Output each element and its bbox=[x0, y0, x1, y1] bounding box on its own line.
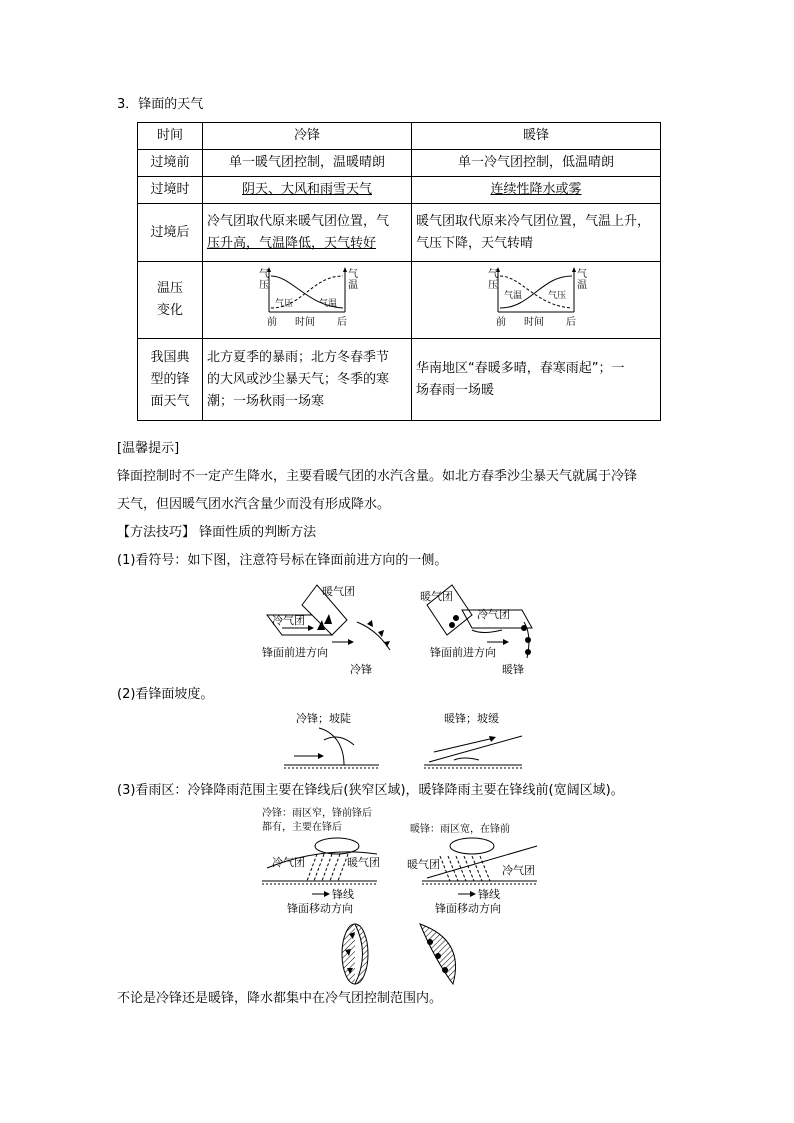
arrow-head bbox=[489, 736, 496, 742]
cell-line: 的大风或沙尘暴天气；冬季的寒 bbox=[207, 371, 390, 387]
cell-warm bbox=[412, 177, 661, 204]
label-cold-air: 冷气团 bbox=[477, 608, 510, 621]
cell-line: 暖气团取代原来冷气团位置，气温上升， bbox=[416, 213, 651, 229]
warm-front-semicircle bbox=[442, 967, 448, 973]
label-warm-air: 暖气团 bbox=[347, 856, 380, 869]
tip-line: 天气，但因暖气团水汽含量少而没有形成降水。 bbox=[117, 497, 391, 512]
warm-front-semicircle bbox=[521, 625, 527, 631]
rain-lines bbox=[307, 854, 348, 881]
step-2-text: (2)看锋面坡度。 bbox=[117, 687, 214, 702]
conclusion-text: 不论是冷锋还是暖锋，降水都集中在冷气团控制范围内。 bbox=[117, 991, 443, 1006]
curve-label-temp: 气温 bbox=[319, 299, 338, 309]
arrow-head bbox=[348, 639, 354, 645]
arrow-head bbox=[503, 639, 509, 645]
cell-line: 场春雨一场暖 bbox=[416, 382, 495, 398]
x-label-after: 后 bbox=[566, 317, 576, 328]
label-cold-slope: 冷锋；坡陡 bbox=[296, 712, 351, 725]
arrow-curve bbox=[454, 758, 479, 760]
table-row bbox=[138, 204, 661, 262]
arrow-head bbox=[318, 753, 324, 759]
row-label-line: 我国典 bbox=[150, 349, 190, 365]
label-cold-air: 冷气团 bbox=[272, 614, 305, 627]
cell-warm-text: 连续性降水或雾 bbox=[490, 182, 582, 197]
cell-line: 华南地区“春暖多晴，春寒雨起”；一 bbox=[416, 360, 625, 376]
label-direction: 锋面前进方向 bbox=[262, 646, 328, 659]
label-cold-front: 冷锋 bbox=[350, 663, 372, 676]
row-label bbox=[138, 262, 203, 339]
label-front-line: 锋线 bbox=[478, 888, 500, 901]
label-cold-air: 冷气团 bbox=[272, 856, 305, 869]
axis-qi-right: 气 bbox=[577, 269, 587, 280]
curve-label-temp: 气温 bbox=[504, 291, 523, 301]
arrow-curve bbox=[472, 630, 502, 633]
cold-front-surface-line bbox=[319, 728, 344, 765]
label-cold-air: 冷气团 bbox=[502, 864, 535, 877]
step-3-text: (3)看雨区：冷锋降雨范围主要在锋线后(狭窄区域)，暖锋降雨主要在锋线前(宽阔区域)。 bbox=[117, 783, 624, 798]
label-warm-air: 暖气团 bbox=[407, 858, 440, 871]
table-header-row bbox=[138, 123, 661, 150]
row-label: 过境后 bbox=[138, 204, 203, 262]
arrow-line bbox=[434, 738, 494, 752]
label-move-direction: 锋面移动方向 bbox=[435, 902, 501, 915]
warm-front-semicircle bbox=[525, 649, 531, 655]
right-axis-arrow bbox=[572, 267, 576, 272]
rain-lines bbox=[440, 856, 490, 881]
x-label-before: 前 bbox=[267, 317, 277, 328]
row-label: 过境时 bbox=[138, 177, 203, 204]
x-label-time: 时间 bbox=[295, 317, 315, 328]
label-warm-air: 暖气团 bbox=[420, 590, 453, 603]
row-label-line: 面天气 bbox=[150, 393, 190, 409]
axis-ya-left: 压 bbox=[259, 280, 269, 291]
label-warm-front: 暖锋 bbox=[502, 663, 524, 676]
cold-front-temp-pressure-graph bbox=[247, 264, 367, 328]
method-title: 【方法技巧】 锋面性质的判断方法 bbox=[117, 525, 317, 540]
front-slope-figure bbox=[284, 710, 524, 774]
row-label-line: 变化 bbox=[156, 303, 183, 318]
arrow-head bbox=[470, 891, 476, 897]
cell-line: 压升高，气温降低，天气转好 bbox=[207, 235, 377, 251]
x-label-time: 时间 bbox=[524, 317, 544, 328]
curve-label-pressure: 气压 bbox=[275, 299, 294, 309]
label-move-direction: 锋面移动方向 bbox=[287, 902, 353, 915]
warm-front-surface-line bbox=[429, 736, 522, 762]
label-warm-slope: 暖锋；坡缓 bbox=[444, 712, 499, 725]
axis-wen-right: 温 bbox=[577, 280, 587, 291]
cell-line: 气压下降，天气转晴 bbox=[416, 235, 534, 251]
tip-line: 锋面控制时不一定产生降水，主要看暖气团的水汽含量。如北方春季沙尘暴天气就属于冷锋 bbox=[117, 469, 638, 484]
header-time: 时间 bbox=[138, 123, 203, 150]
axis-wen-right: 温 bbox=[348, 280, 358, 291]
row-label-line: 温压 bbox=[156, 281, 183, 296]
cell-cold-graph bbox=[203, 262, 412, 339]
header-warm-front: 暖锋 bbox=[412, 123, 661, 150]
arrow-head bbox=[308, 625, 314, 631]
front-weather-table bbox=[137, 122, 661, 421]
warm-front-semicircle bbox=[427, 939, 433, 945]
cell-warm bbox=[412, 339, 661, 421]
row-label bbox=[138, 339, 203, 421]
warm-front-semicircle bbox=[449, 622, 455, 628]
x-label-after: 后 bbox=[337, 317, 347, 328]
step-1-text: (1)看符号：如下图，注意符号标在锋面前进方向的一侧。 bbox=[117, 553, 448, 568]
cold-desc-line: 都有，主要在锋后 bbox=[262, 822, 342, 833]
cell-warm: 单一冷气团控制，低温晴朗 bbox=[412, 150, 661, 177]
table-row bbox=[138, 177, 661, 204]
cell-cold bbox=[203, 204, 412, 262]
front-triangle bbox=[367, 620, 373, 627]
front-symbol-figure bbox=[262, 580, 542, 680]
cell-line: 北方夏季的暴雨；北方冬春季节 bbox=[207, 349, 390, 365]
warm-front-temp-pressure-graph bbox=[476, 264, 596, 328]
table-row bbox=[138, 150, 661, 177]
warm-front-semicircle bbox=[525, 637, 531, 643]
axis-ya-left: 压 bbox=[488, 280, 498, 291]
cell-cold-text: 阴天、大风和雨雪天气 bbox=[241, 182, 372, 197]
cold-desc-line: 冷锋：雨区窄，锋前锋后 bbox=[262, 808, 372, 819]
label-direction: 锋面前进方向 bbox=[430, 646, 496, 659]
front-rain-area-figure bbox=[335, 920, 475, 988]
warm-desc: 暖锋：雨区宽，在锋前 bbox=[410, 824, 510, 835]
rain-zone-figure bbox=[262, 806, 552, 918]
label-front-line: 锋线 bbox=[332, 888, 354, 901]
cloud-icon bbox=[450, 838, 494, 854]
cell-cold bbox=[203, 339, 412, 421]
cell-line: 潮；一场秋雨一场寒 bbox=[207, 393, 325, 409]
header-cold-front: 冷锋 bbox=[203, 123, 412, 150]
warm-front-semicircle bbox=[435, 953, 441, 959]
table-row bbox=[138, 339, 661, 421]
arrow-head bbox=[324, 891, 330, 897]
cold-front-line-map bbox=[357, 622, 390, 650]
x-label-before: 前 bbox=[496, 317, 506, 328]
cell-line: 冷气团取代原来暖气团位置，气 bbox=[207, 213, 390, 229]
row-label-line: 型的锋 bbox=[150, 371, 190, 387]
axis-qi-left: 气 bbox=[488, 269, 498, 280]
curve-label-pressure: 气压 bbox=[548, 291, 567, 301]
table-row bbox=[138, 262, 661, 339]
axis-qi-left: 气 bbox=[259, 269, 269, 280]
label-warm-air: 暖气团 bbox=[322, 585, 355, 598]
right-axis-arrow bbox=[343, 267, 347, 272]
warm-front-semicircle bbox=[453, 615, 459, 621]
cell-cold bbox=[203, 177, 412, 204]
cell-warm-graph bbox=[412, 262, 661, 339]
cell-cold: 单一暖气团控制，温暖晴朗 bbox=[203, 150, 412, 177]
row-label: 过境前 bbox=[138, 150, 203, 177]
axis-qi-right: 气 bbox=[348, 269, 358, 280]
tip-title: [温馨提示] bbox=[117, 441, 180, 456]
section-title: 3．锋面的天气 bbox=[117, 97, 204, 112]
front-triangle bbox=[384, 641, 390, 647]
cell-warm bbox=[412, 204, 661, 262]
